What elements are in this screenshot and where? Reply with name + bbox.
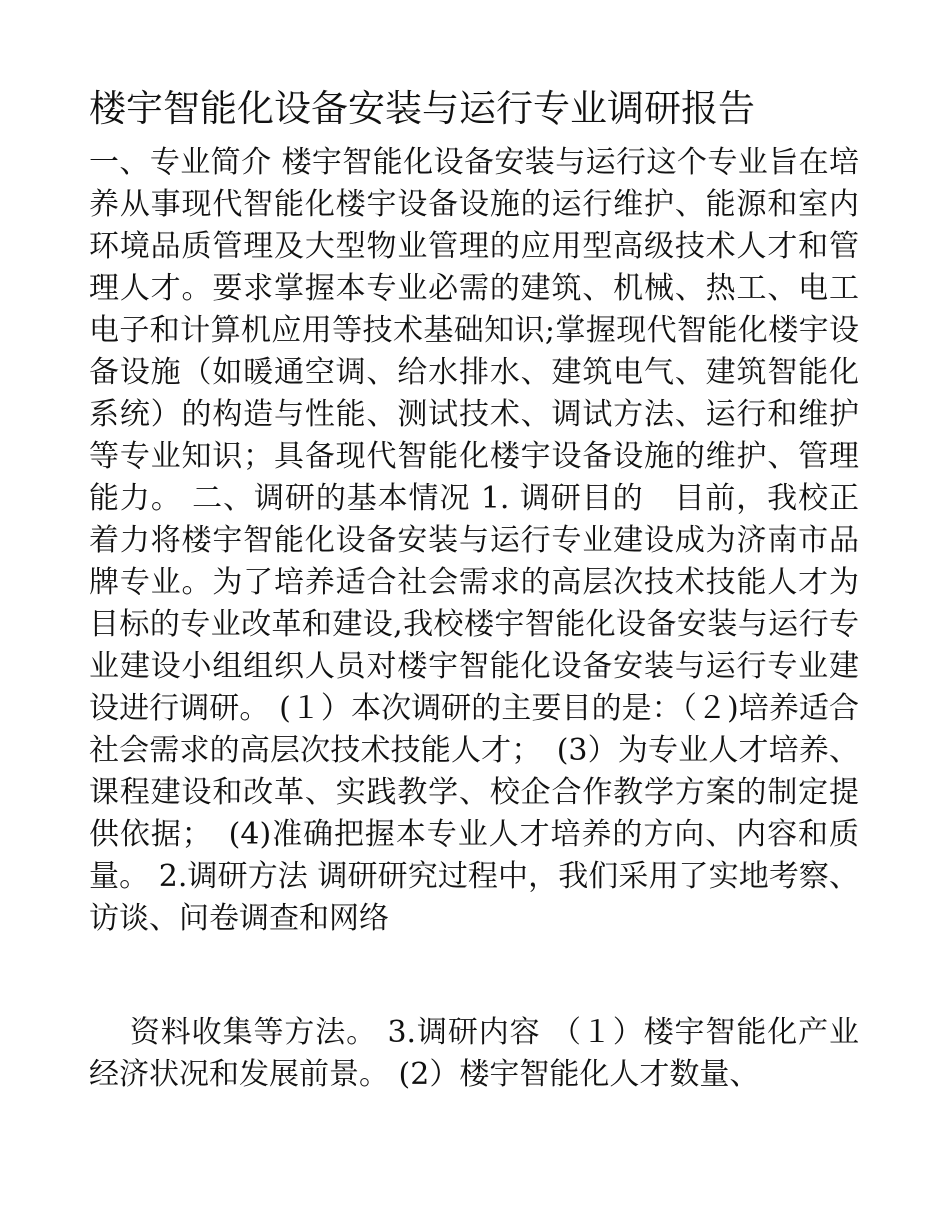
body-paragraph-1: 一、专业简介 楼宇智能化设备安装与运行这个专业旨在培养从事现代智能化楼宇设备设施的运行维护、能源和室内环境品质管理及大型物业管理的应用型高级技术人才和管理人才。要求掌握本专业必需的建筑、机械、热工、电工电子和计算机应用等技术基础知识;掌握现代智能化楼宇设备设施（如暖通空调、给水排水、建筑电气、建筑智能化系统）的构造与性能、测试技术、调试方法、运行和维护等专业知识；具备现代智能化楼宇设备设施的维护、管理能力。 二、调研的基本情况 1. 调研目的 目前，我校正着力将楼宇智能化设备安装与运行专业建设成为济南市品牌专业。为了培养适合社会需求的高层次技术技能人才为目标的专业改革和建设,我校楼宇智能化设备安装与运行专业建设小组组织人员对楼宇智能化设备安装与运行专业建设进行调研。 (１）本次调研的主要目的是：（２)培养适合社会需求的高层次技术技能人才； (3）为专业人才培养、课程建设和改革、实践教学、校企合作教学方案的制定提供依据； (4)准确把握本专业人才培养的方向、内容和质量。 2.调研方法 调研研究过程中，我们采用了实地考察、访谈、问卷调查和网络 [89,145,859,936]
body-paragraph-2 [89,1012,859,1096]
body-paragraph-2-text: 资料收集等方法。 3.调研内容 （１）楼宇智能化产业经济状况和发展前景。 (2）楼宇智能化人才数量、 [89,1015,859,1092]
document-title: 楼宇智能化设备安装与运行专业调研报告 [89,87,755,130]
